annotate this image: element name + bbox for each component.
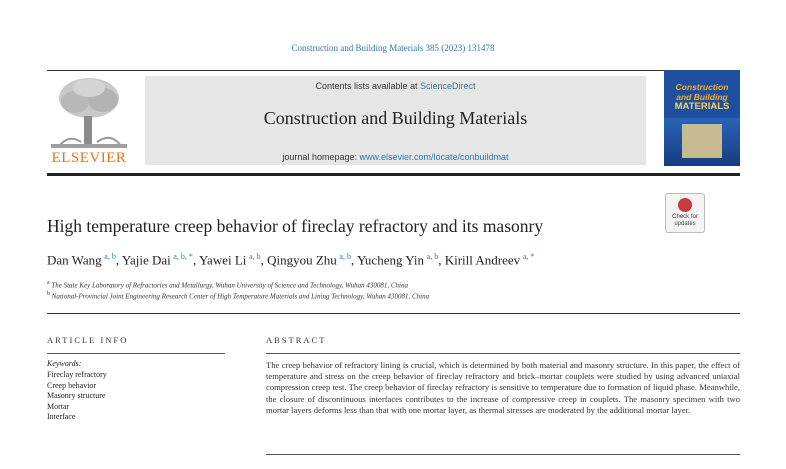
author-name[interactable]: Qingyou Zhu — [267, 252, 337, 268]
section-divider — [47, 313, 740, 314]
journal-cover-image[interactable] — [664, 70, 740, 166]
paper-title: High temperature creep behavior of fireclay refractory and its masonry — [47, 216, 544, 236]
contents-line — [145, 81, 646, 91]
homepage-link[interactable]: www.elsevier.com/locate/conbuildmat — [359, 152, 509, 162]
keyword-item: Masonry structure — [47, 391, 106, 400]
author-affil-sup[interactable]: a, b — [104, 252, 116, 261]
affiliation-text: The State Key Laboratory of Refractories and Metallurgy, Wuhan University of Science and Technology, Wuhan 430081, China — [51, 281, 408, 290]
abstract-rule — [266, 353, 740, 354]
homepage-line — [145, 152, 646, 162]
check-updates-icon — [678, 198, 692, 212]
affiliation-mark: a — [47, 280, 50, 286]
elsevier-tree-icon — [51, 76, 127, 148]
check-updates-line2: updates — [674, 220, 696, 227]
elsevier-logo[interactable] — [47, 76, 131, 170]
sciencedirect-link[interactable]: ScienceDirect — [420, 81, 476, 91]
keyword-item: Mortar — [47, 401, 70, 411]
author-name[interactable]: Dan Wang — [47, 252, 102, 268]
author-affil-sup[interactable]: a, * — [522, 252, 535, 261]
author-affil-sup[interactable]: a, b — [426, 252, 439, 261]
journal-banner — [145, 76, 646, 165]
cover-title-line3: MATERIALS — [674, 101, 730, 112]
keyword-item: Fireclay refractory — [47, 370, 107, 379]
elsevier-wordmark: ELSEVIER — [51, 150, 127, 166]
header-rule-top — [47, 70, 740, 71]
author-name[interactable]: Yucheng Yin — [356, 252, 425, 268]
journal-title: Construction and Building Materials — [263, 108, 528, 128]
header-rule-thick — [47, 173, 740, 176]
author-affil-sup[interactable]: a, b — [249, 252, 261, 261]
article-info-rule — [47, 353, 225, 354]
cover-title-line2: and Building — [676, 92, 728, 102]
keyword-item: Creep behavior — [47, 380, 97, 390]
affiliation-text: National-Provincial Joint Engineering Research Center of High Temperature Materials and Lining Technology, Wuhan 430081, China — [51, 292, 430, 301]
author-list: Dan Wang $^{a, b}$, Yajie Dai $^{a, b, *}$, Yawei Li $^{a, b}$, Qingyou Zhu $^{a, b}$, Yucheng Yin $^{a, b}$, Kirill Andreev $^{a, *}$ — [47, 252, 535, 268]
abstract-text: The creep behavior of refractory lining is crucial, which is determined by both material and masonry structure. In this paper, the effect of temperature and stress on the creep behavior of fireclay refractory and brick–mortar couplets were studied by using advanced uniaxial compression creep test. The creep behavior of fireclay refractory is sensitive to temperature due to formation of liquid phase. Meanwhile, the closure of discontinuous interfaces contributes to the increase of compressive creep in couplets. The masonry specimen with two mortar layers deforms less than that with one mortar layer, as thermal stresses are moderated by the additional mortar layer. — [266, 360, 740, 415]
check-updates-line1: Check for — [672, 214, 698, 220]
check-updates-label — [666, 214, 704, 227]
journal-citation[interactable]: Construction and Building Materials 385 (2023) 131478 — [291, 43, 495, 53]
keyword-item: Interface — [47, 412, 76, 421]
cover-title — [668, 82, 736, 112]
affiliation-a — [47, 280, 408, 289]
cover-picture — [682, 124, 722, 158]
affiliation-b — [47, 291, 429, 300]
keywords-list — [47, 370, 107, 423]
author-affil-sup[interactable]: a, b, * — [173, 252, 193, 261]
keywords-label: Keywords: — [47, 359, 82, 368]
cover-title-line1: Construction — [675, 82, 729, 92]
abstract-bottom-rule — [266, 454, 740, 455]
author-name[interactable]: Kirill Andreev — [444, 252, 521, 268]
author-name[interactable]: Yajie Dai — [121, 252, 171, 268]
affiliation-mark: b — [47, 291, 50, 297]
author-affil-sup[interactable]: a, b — [339, 252, 351, 261]
author-name[interactable]: Yawei Li — [198, 252, 247, 268]
homepage-prefix: journal homepage: — [282, 152, 360, 162]
contents-prefix: Contents lists available at — [315, 81, 421, 91]
article-info-heading: ARTICLE INFO — [47, 335, 129, 345]
abstract-heading: ABSTRACT — [266, 335, 327, 345]
check-for-updates-button[interactable] — [665, 193, 705, 233]
